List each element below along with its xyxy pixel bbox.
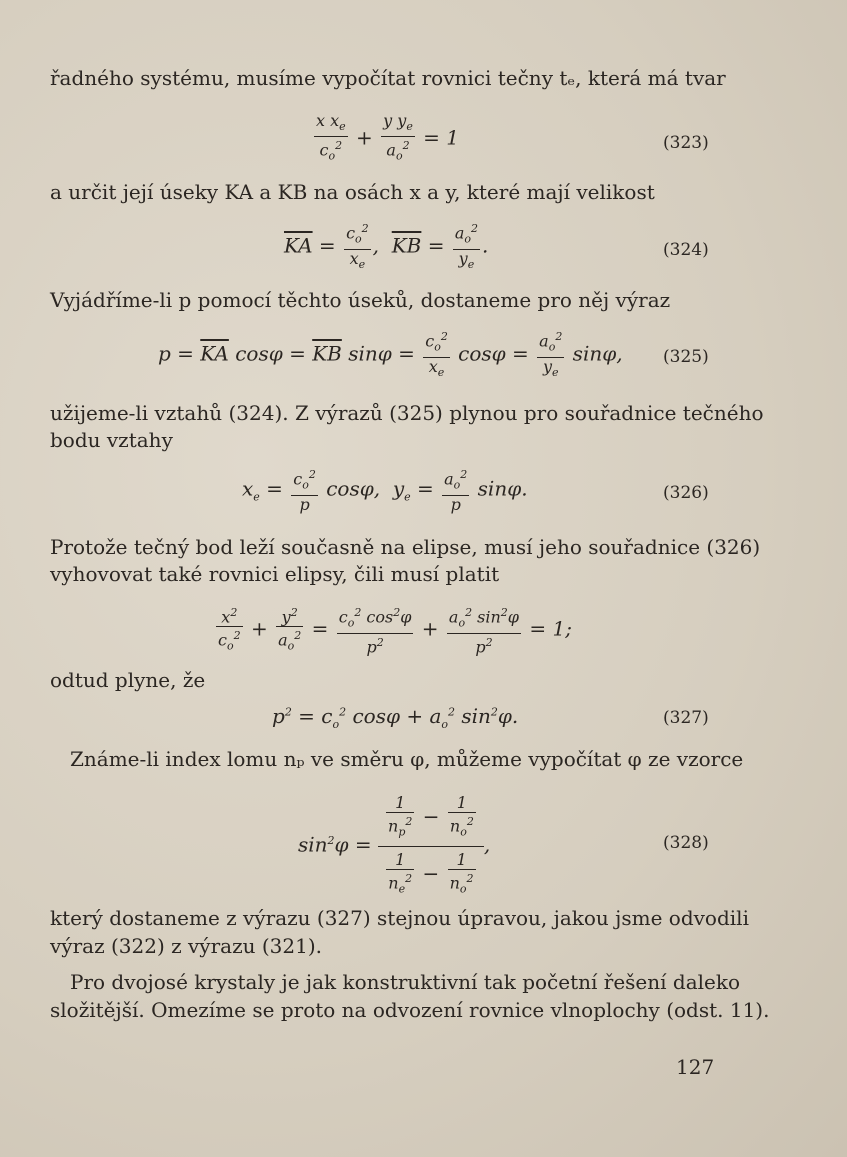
text-line-3: Vyjádříme-li p pomocí těchto úseků, dostaneme pro něj výraz (50, 288, 671, 312)
equation-number-324: (324) (663, 240, 709, 260)
equation-326: $x_e$ = $\frac{c_o^2}{p}$ cosφ, $y_e$ = $\frac{a_o^2}{p}$ sinφ. (242, 468, 528, 514)
equation-number-327: (327) (663, 708, 709, 728)
text-line-9: Známe-li index lomu nₚ ve směru φ, můžeme vypočítat φ ze vzorce (70, 747, 744, 771)
text-line-6: Protože tečný bod leží současně na elipse, musí jeho souřadnice (326) (50, 535, 761, 559)
equation-number-328: (328) (663, 833, 709, 853)
text-line-11: výraz (322) z výrazu (321). (50, 934, 323, 958)
equation-number-323: (323) (663, 133, 709, 153)
equation-number-325: (325) (663, 347, 709, 367)
equation-327: $p^2 = c_o^2$ $\cos\varphi + a_o^2$ $\sin^2\varphi$. (272, 704, 519, 731)
equation-ellipse: $\frac{x^2}{c_o^2}$ + $\frac{y^2}{a_o^2}$ = $\frac{c_o^2 \cos^2\varphi}{p^2}$ + $\frac{a_o^2 \sin^2\varphi}{p^2}$ = 1; (218, 606, 572, 656)
text-line-5: bodu vztahy (50, 428, 173, 452)
text-line-12: Pro dvojosé krystaly je jak konstruktivní tak početní řešení daleko (70, 970, 741, 994)
text-line-8: odtud plyne, že (50, 668, 206, 692)
text-line-7: vyhovovat také rovnici elipsy, čili musí platit (50, 562, 500, 586)
text-line-13: složitější. Omezíme se proto na odvození rovnice vlnoplochy (odst. 11). (50, 998, 770, 1022)
text-line-4: užijeme-li vztahů (324). Z výrazů (325) plynou pro souřadnice tečného (50, 401, 764, 425)
equation-325: $p = \overline{KA}$ $\cos\varphi = \overline{KB}$ sinφ = $\frac{c_o^2}{x_e}$ cosφ = $\frac{a_o^2}{y_e}$ sinφ, (158, 330, 623, 379)
page-number: 127 (676, 1055, 715, 1079)
text-line-10: který dostaneme z výrazu (327) stejnou úpravou, jakou jsme odvodili (50, 906, 749, 930)
equation-323: $\frac{x x_e}{c_o^2}$ + $\frac{y y_e}{a_o^2}$ = 1 (316, 111, 460, 163)
text-line-2: a určit její úseky KA a KB na osách x a y, které mají velikost (50, 180, 655, 204)
equation-number-326: (326) (663, 483, 709, 503)
text-line-1: řadného systému, musíme vypočítat rovnici tečny tₑ, která má tvar (50, 66, 726, 90)
equation-324: $\overline{KA}$ = $\frac{c_o^2}{x_e}$ , $\overline{KB}$ = $\frac{a_o^2}{y_e}$ . (284, 222, 489, 271)
equation-328: $\sin^2\varphi$ = $\frac{1}{n_p^2}$ − $\frac{1}{n_o^2}$ $\frac{1}{n_e^2}$ − $\frac{1}{n_o^2}$ , (298, 790, 490, 902)
